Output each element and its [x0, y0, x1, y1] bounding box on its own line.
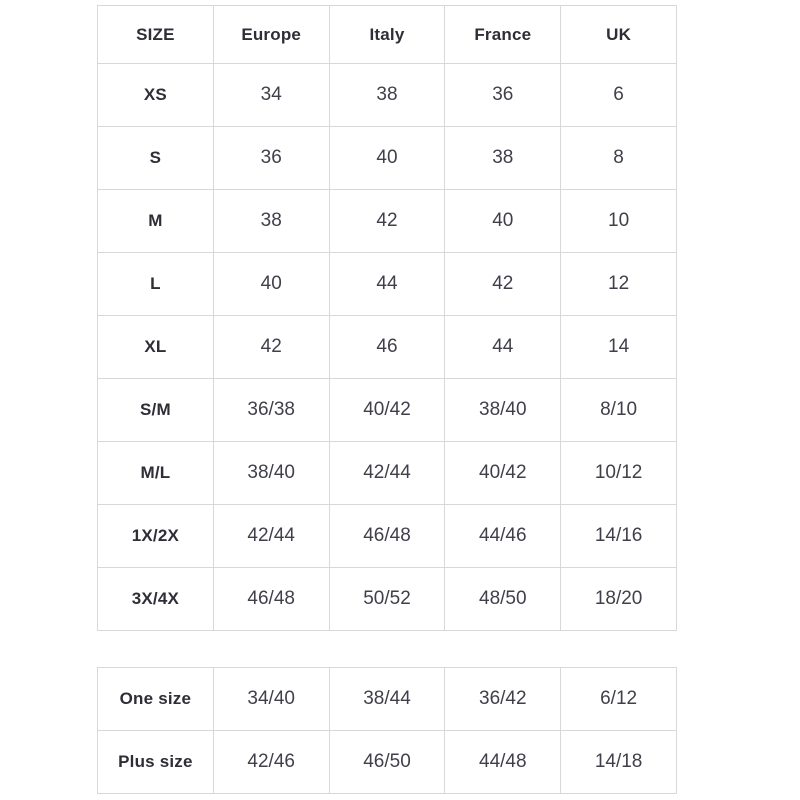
italy-value: 38 [329, 64, 445, 127]
uk-value: 12 [561, 253, 677, 316]
italy-value: 42/44 [329, 442, 445, 505]
france-value: 44/48 [445, 731, 561, 794]
size-label: XS [98, 64, 214, 127]
europe-value: 34/40 [213, 668, 329, 731]
france-value: 40/42 [445, 442, 561, 505]
europe-value: 42/44 [213, 505, 329, 568]
italy-value: 46/48 [329, 505, 445, 568]
france-value: 36 [445, 64, 561, 127]
europe-value: 42 [213, 316, 329, 379]
table-row-xl [98, 316, 677, 379]
france-value: 44 [445, 316, 561, 379]
france-value: 42 [445, 253, 561, 316]
italy-value: 50/52 [329, 568, 445, 631]
france-value: 44/46 [445, 505, 561, 568]
col-header-italy: Italy [329, 6, 445, 64]
italy-value: 46/50 [329, 731, 445, 794]
france-value: 38/40 [445, 379, 561, 442]
size-label: Plus size [98, 731, 214, 794]
size-label: S/M [98, 379, 214, 442]
uk-value: 8/10 [561, 379, 677, 442]
table-row-s [98, 127, 677, 190]
table-row-l [98, 253, 677, 316]
size-conversion-table [97, 5, 677, 631]
europe-value: 36 [213, 127, 329, 190]
size-label: 3X/4X [98, 568, 214, 631]
europe-value: 36/38 [213, 379, 329, 442]
europe-value: 38 [213, 190, 329, 253]
uk-value: 14/16 [561, 505, 677, 568]
table-row-plus-size [98, 731, 677, 794]
france-value: 48/50 [445, 568, 561, 631]
europe-value: 40 [213, 253, 329, 316]
europe-value: 46/48 [213, 568, 329, 631]
europe-value: 42/46 [213, 731, 329, 794]
table-row-1x2x [98, 505, 677, 568]
table-row-xs [98, 64, 677, 127]
size-label: S [98, 127, 214, 190]
size-label: One size [98, 668, 214, 731]
uk-value: 10/12 [561, 442, 677, 505]
italy-value: 46 [329, 316, 445, 379]
table-row-3x4x [98, 568, 677, 631]
uk-value: 14/18 [561, 731, 677, 794]
size-label: M/L [98, 442, 214, 505]
italy-value: 44 [329, 253, 445, 316]
size-label: XL [98, 316, 214, 379]
uk-value: 6/12 [561, 668, 677, 731]
italy-value: 38/44 [329, 668, 445, 731]
header-row [98, 6, 677, 64]
uk-value: 10 [561, 190, 677, 253]
italy-value: 42 [329, 190, 445, 253]
table-row-one-size [98, 668, 677, 731]
europe-value: 34 [213, 64, 329, 127]
col-header-france: France [445, 6, 561, 64]
col-header-size: SIZE [98, 6, 214, 64]
special-sizes-table [97, 667, 677, 794]
uk-value: 14 [561, 316, 677, 379]
table-row-m [98, 190, 677, 253]
table-row-ml [98, 442, 677, 505]
italy-value: 40/42 [329, 379, 445, 442]
europe-value: 38/40 [213, 442, 329, 505]
france-value: 36/42 [445, 668, 561, 731]
size-label: L [98, 253, 214, 316]
uk-value: 6 [561, 64, 677, 127]
size-label: M [98, 190, 214, 253]
size-label: 1X/2X [98, 505, 214, 568]
italy-value: 40 [329, 127, 445, 190]
col-header-uk: UK [561, 6, 677, 64]
france-value: 40 [445, 190, 561, 253]
uk-value: 8 [561, 127, 677, 190]
col-header-europe: Europe [213, 6, 329, 64]
uk-value: 18/20 [561, 568, 677, 631]
table-row-sm [98, 379, 677, 442]
france-value: 38 [445, 127, 561, 190]
